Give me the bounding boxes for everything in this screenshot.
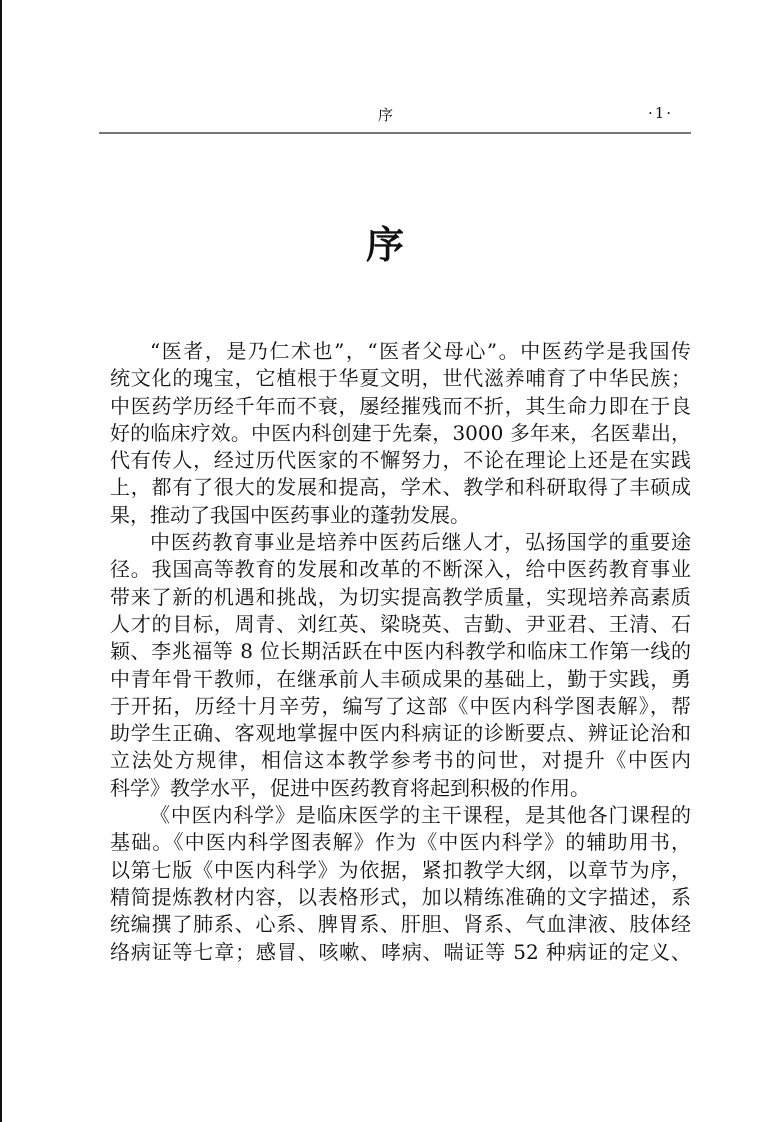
text-line: 中医药教育事业是培养中医药后继人才，弘扬国学的重要途 [150,530,691,555]
page-left-border [0,0,2,1122]
running-head-title: 序 [378,106,394,124]
text-line: 于开拓，历经十月辛劳，编写了这部《中医内科学图表解》，帮 [110,693,691,718]
text-line: 统编撰了肺系、心系、脾胃系、肝胆、肾系、气血津液、肢体经 [110,912,691,937]
text-line: “医者，是乃仁术也”，“医者父母心”。中医药学是我国传 [150,339,691,363]
text-line: 助学生正确、客观地掌握中医内科病证的诊断要点、辨证论治和 [110,721,691,746]
header-rule [99,132,691,134]
text-line: 好的临床疗效。中医内科创建于先秦，3000 多年来，名医辈出， [110,420,691,445]
text-line: 科学》教学水平，促进中医药教育将起到积极的作用。 [110,775,590,800]
text-line: 统文化的瑰宝，它植根于华夏文明，世代滋养哺育了中华民族； [110,366,691,391]
section-title: 序 [365,222,404,267]
text-line: 上，都有了很大的发展和提高，学术、教学和科研取得了丰硕成 [110,475,691,500]
page-number: ·1· [648,104,674,122]
text-line: 《中医内科学》是临床医学的主干课程，是其他各门课程的 [150,803,691,828]
text-line: 径。我国高等教育的发展和改革的不断深入，给中医药教育事业 [110,557,691,582]
text-line: 中青年骨干教师，在继承前人丰硕成果的基础上，勤于实践，勇 [110,666,691,691]
text-line: 以第七版《中医内科学》为依据，紧扣教学大纲，以章节为序， [110,857,691,882]
text-line: 代有传人，经过历代医家的不懈努力，不论在理论上还是在实践 [110,448,691,473]
text-line: 颖、李兆福等 8 位长期活跃在中医内科教学和临床工作第一线的 [110,639,691,664]
text-line: 络病证等七章；感冒、咳嗽、哮病、喘证等 52 种病证的定义、 [110,939,691,964]
text-line: 人才的目标，周青、刘红英、梁晓英、吉勤、尹亚君、王清、石 [110,611,691,636]
text-line: 基础。《中医内科学图表解》作为《中医内科学》的辅助用书， [110,830,691,855]
text-line: 中医药学历经千年而不衰，屡经摧残而不折，其生命力即在于良 [110,393,691,418]
body-text [110,338,691,966]
text-line: 精简提炼教材内容，以表格形式，加以精练准确的文字描述，系 [110,884,691,909]
text-line: 立法处方规律，相信这本教学参考书的问世，对提升《中医内 [110,748,691,773]
text-line: 带来了新的机遇和挑战，为切实提高教学质量，实现培养高素质 [110,584,691,609]
text-line: 果，推动了我国中医药事业的蓬勃发展。 [110,502,470,527]
